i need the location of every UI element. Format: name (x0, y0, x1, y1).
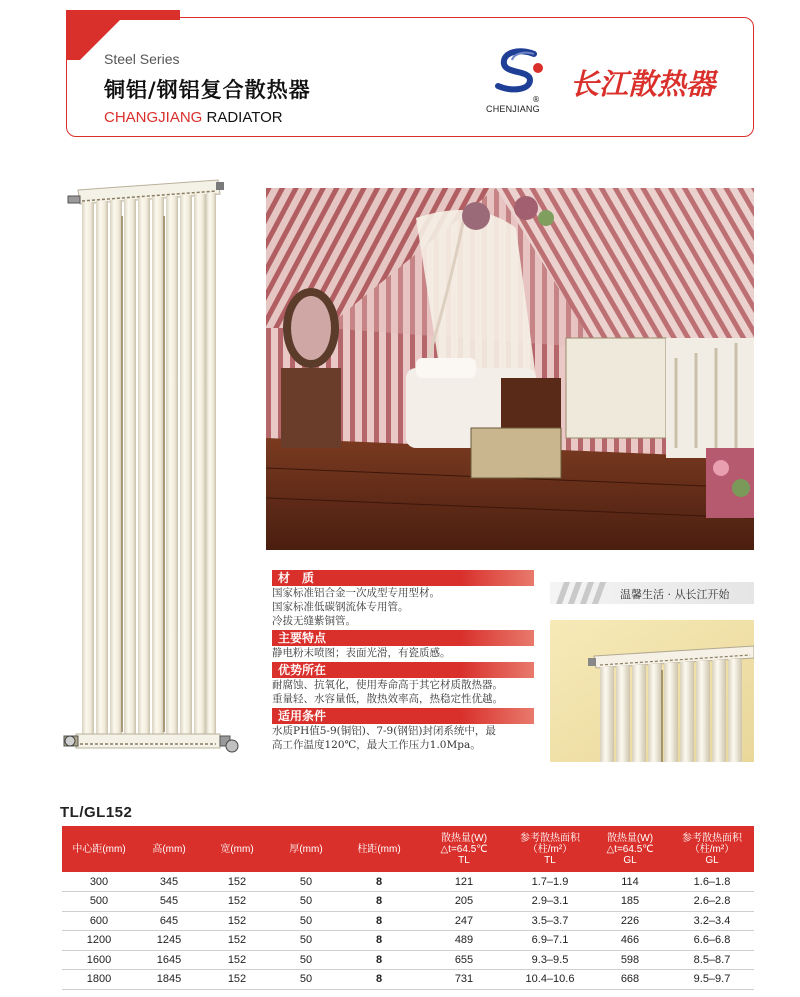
info-heading: 主要特点 (272, 630, 534, 646)
table-cell: 8 (340, 872, 418, 892)
table-cell: 50 (272, 931, 340, 951)
table-cell: 50 (272, 892, 340, 912)
table-cell: 8 (340, 931, 418, 951)
table-cell: 345 (136, 872, 202, 892)
table-cell: 152 (202, 911, 272, 931)
info-heading: 适用条件 (272, 708, 534, 724)
table-cell: 121 (418, 872, 510, 892)
table-cell: 466 (590, 931, 670, 951)
registered-mark: ® (532, 95, 540, 104)
table-cell: 50 (272, 950, 340, 970)
column-header-line: （柱/m²） (689, 843, 735, 855)
table-cell: 2.9–3.1 (510, 892, 590, 912)
subtitle-brand: CHANGJIANG (104, 109, 203, 126)
info-block-features (272, 630, 534, 660)
column-header-line: △t=64.5℃ (440, 843, 488, 855)
table-cell: 731 (418, 970, 510, 990)
column-header-line: GL (705, 854, 719, 866)
table-cell: 1645 (136, 950, 202, 970)
table-cell: 545 (136, 892, 202, 912)
table-row (62, 911, 754, 931)
info-line: 国家标准低碳钢流体专用管。 (272, 601, 409, 613)
table-cell: 3.5–3.7 (510, 911, 590, 931)
column-header-line: 参考散热面积 (520, 832, 580, 844)
column-header (202, 826, 272, 872)
table-cell: 152 (202, 950, 272, 970)
model-number: TL/GL152 (60, 804, 133, 821)
table-cell: 205 (418, 892, 510, 912)
table-row (62, 931, 754, 951)
product-info (272, 570, 534, 754)
table-cell: 8 (340, 970, 418, 990)
logo-text: CHENJIANG (486, 104, 540, 114)
page-subtitle (104, 109, 283, 126)
info-line: 静电粉末喷图；表面光滑，有瓷质感。 (272, 647, 451, 659)
column-header (418, 826, 510, 872)
table-row (62, 872, 754, 892)
table-cell: 10.4–10.6 (510, 970, 590, 990)
table-cell: 152 (202, 892, 272, 912)
column-header-line: （柱/m²） (527, 843, 573, 855)
info-line: 耐腐蚀、抗氧化，使用寿命高于其它材质散热器。 (272, 679, 503, 691)
table-cell: 655 (418, 950, 510, 970)
bedroom-photo (266, 188, 754, 550)
column-header (272, 826, 340, 872)
table-cell: 6.9–7.1 (510, 931, 590, 951)
info-block-conditions (272, 708, 534, 752)
table-cell: 50 (272, 872, 340, 892)
subtitle-rest: RADIATOR (202, 109, 283, 126)
info-block-material (272, 570, 534, 628)
table-cell: 1.6–1.8 (670, 872, 754, 892)
spec-table (62, 826, 754, 990)
table-cell: 600 (62, 911, 136, 931)
info-line: 国家标准铝合金一次成型专用型材。 (272, 587, 440, 599)
brand-name: 长江散热器 (570, 67, 716, 101)
info-line: 冷拔无缝紫铜管。 (272, 615, 356, 627)
column-header-line: 散热量(W) (440, 832, 488, 844)
table-cell: 185 (590, 892, 670, 912)
table-cell: 152 (202, 970, 272, 990)
column-header (340, 826, 418, 872)
column-header-line: △t=64.5℃ (606, 843, 654, 855)
table-cell: 645 (136, 911, 202, 931)
table-cell: 1200 (62, 931, 136, 951)
table-cell: 1845 (136, 970, 202, 990)
table-row (62, 950, 754, 970)
table-cell: 668 (590, 970, 670, 990)
column-header-line: 厚(mm) (289, 843, 323, 855)
info-line: 水质PH值5-9(铜铝)、7-9(钢铝)封闭系统中，最 (272, 725, 496, 737)
column-header-line: 柱距(mm) (357, 843, 401, 855)
column-header-line: 参考散热面积 (682, 832, 742, 844)
slogan-text: 温馨生活 · 从长江开始 (620, 588, 730, 601)
column-header-line: TL (544, 854, 556, 866)
table-cell: 9.3–9.5 (510, 950, 590, 970)
table-cell: 1600 (62, 950, 136, 970)
table-cell: 598 (590, 950, 670, 970)
column-header-line: TL (458, 854, 470, 866)
table-cell: 8 (340, 911, 418, 931)
series-label: Steel Series (104, 51, 180, 67)
radiator-detail-image (550, 620, 754, 762)
column-header (62, 826, 136, 872)
info-line: 高工作温度120℃，最大工作压力1.0Mpa。 (272, 739, 481, 751)
table-cell: 3.2–3.4 (670, 911, 754, 931)
table-cell: 300 (62, 872, 136, 892)
table-cell: 1800 (62, 970, 136, 990)
info-heading: 材 质 (272, 570, 534, 586)
table-cell: 8.5–8.7 (670, 950, 754, 970)
table-cell: 6.6–6.8 (670, 931, 754, 951)
table-cell: 152 (202, 931, 272, 951)
table-cell: 2.6–2.8 (670, 892, 754, 912)
slogan-stripes-decoration (550, 582, 614, 604)
table-cell: 9.5–9.7 (670, 970, 754, 990)
table-header-row (62, 826, 754, 872)
table-cell: 114 (590, 872, 670, 892)
column-header (590, 826, 670, 872)
table-cell: 1245 (136, 931, 202, 951)
table-cell: 500 (62, 892, 136, 912)
radiator-product-image (62, 176, 240, 766)
column-header-line: GL (623, 854, 637, 866)
table-cell: 226 (590, 911, 670, 931)
info-block-advantages (272, 662, 534, 706)
page-title: 铜铝/钢铝复合散热器 (104, 78, 311, 102)
header-accent-bar-vertical (66, 10, 80, 60)
table-cell: 50 (272, 970, 340, 990)
column-header (670, 826, 754, 872)
slogan-bar (550, 582, 754, 604)
info-line: 重量轻、水容量低，散热效率高，热稳定性优越。 (272, 693, 503, 705)
column-header-line: 高(mm) (152, 843, 186, 855)
table-cell: 8 (340, 892, 418, 912)
table-cell: 50 (272, 911, 340, 931)
table-cell: 489 (418, 931, 510, 951)
table-cell: 247 (418, 911, 510, 931)
table-body (62, 872, 754, 989)
header-accent-bar (66, 10, 180, 20)
table-cell: 152 (202, 872, 272, 892)
table-cell: 8 (340, 950, 418, 970)
table-row (62, 970, 754, 990)
table-row (62, 892, 754, 912)
info-heading: 优势所在 (272, 662, 534, 678)
column-header-line: 散热量(W) (606, 832, 654, 844)
column-header-line: 宽(mm) (220, 843, 254, 855)
column-header (136, 826, 202, 872)
column-header (510, 826, 590, 872)
chenjiang-logo-icon (490, 46, 550, 98)
table-cell: 1.7–1.9 (510, 872, 590, 892)
column-header-line: 中心距(mm) (72, 843, 126, 855)
